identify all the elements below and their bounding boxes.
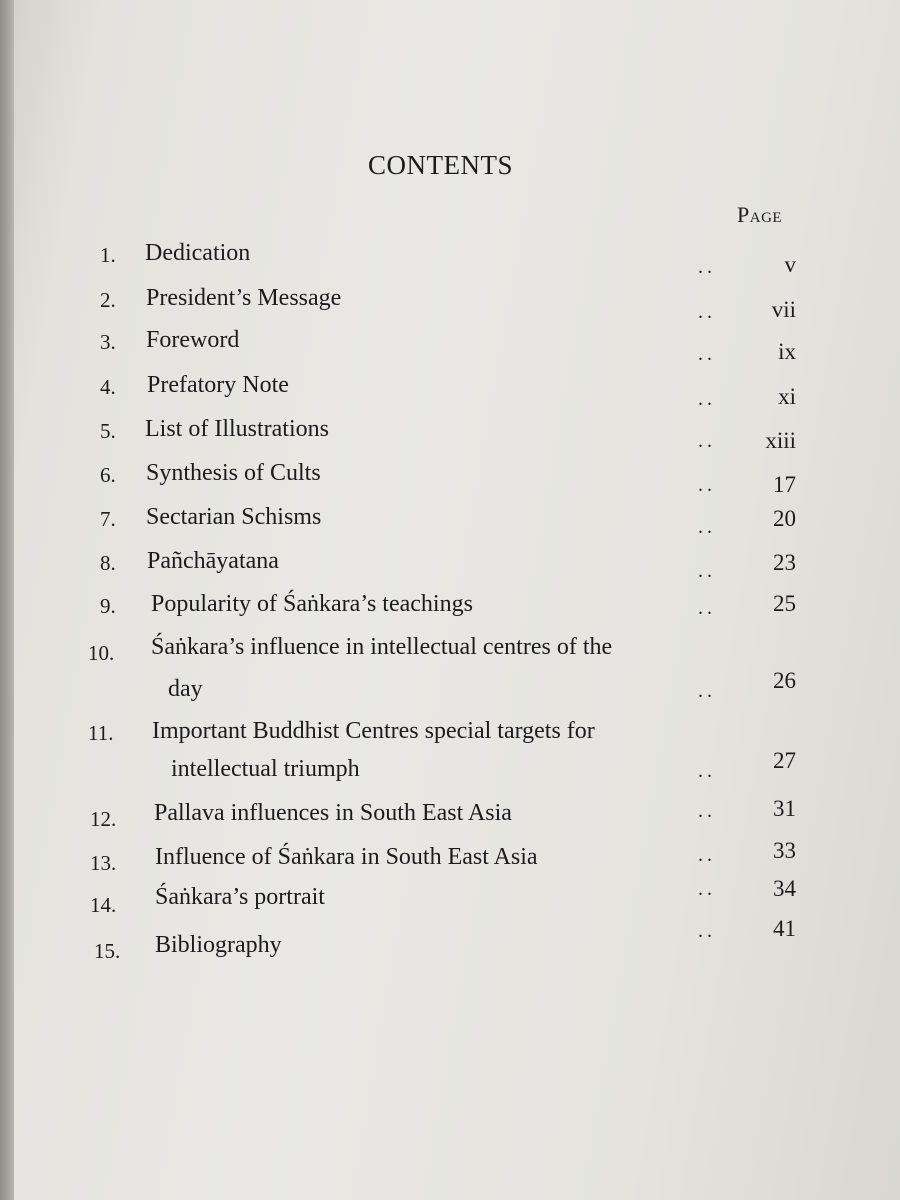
entry-title-line-1: Important Buddhist Centres special targets for <box>152 718 595 744</box>
toc-entry-7 <box>0 500 900 538</box>
entry-number: 10. <box>88 641 115 665</box>
entry-title: Pañchāyatana <box>147 548 279 574</box>
entry-leader: .. <box>698 760 716 782</box>
entry-leader: .. <box>698 343 716 365</box>
toc-entry-1 <box>0 236 900 278</box>
entry-page: 23 <box>773 550 796 575</box>
entry-page: 41 <box>773 916 796 941</box>
entry-leader: .. <box>698 256 716 278</box>
entry-number: 4. <box>100 375 116 399</box>
entry-page: 31 <box>773 796 796 821</box>
toc-entry-12 <box>0 792 900 831</box>
entry-number: 6. <box>100 463 116 487</box>
entry-leader: .. <box>698 560 716 582</box>
entry-title: Prefatory Note <box>147 372 289 398</box>
entry-leader: .. <box>698 680 716 702</box>
entry-page: 34 <box>773 876 796 901</box>
entry-leader: .. <box>698 516 716 538</box>
entry-page: xi <box>778 384 796 409</box>
entry-title: List of Illustrations <box>145 416 329 442</box>
toc-entry-9 <box>0 587 900 621</box>
entry-number: 5. <box>100 419 116 443</box>
entry-number: 13. <box>90 851 117 875</box>
toc-entry-8 <box>0 544 900 582</box>
entry-title: Popularity of Śaṅkara’s teachings <box>151 591 473 617</box>
page-column-label: Page <box>737 202 783 227</box>
entry-number: 1. <box>100 243 116 267</box>
entry-title: Śaṅkara’s portrait <box>155 884 325 910</box>
entry-number: 14. <box>90 893 117 917</box>
toc-entry-10 <box>0 630 900 706</box>
toc-entry-3 <box>0 323 900 365</box>
entry-leader: .. <box>698 301 716 323</box>
entry-number: 9. <box>100 594 116 618</box>
entry-leader: .. <box>698 844 716 866</box>
toc-entry-5 <box>0 412 900 453</box>
entry-title: Foreword <box>146 327 240 353</box>
entry-leader: .. <box>698 597 716 619</box>
entry-leader: .. <box>698 474 716 496</box>
entry-number: 12. <box>90 807 117 831</box>
entry-number: 7. <box>100 507 116 531</box>
entry-page: 33 <box>773 838 796 863</box>
entry-title: Bibliography <box>155 932 282 958</box>
toc-entry-13 <box>0 834 900 875</box>
entry-number: 2. <box>100 288 116 312</box>
entry-leader: .. <box>698 800 716 822</box>
entry-page: ix <box>778 339 796 364</box>
entry-page: 20 <box>773 506 796 531</box>
entry-title: Dedication <box>145 240 251 266</box>
entry-title: Sectarian Schisms <box>146 504 322 530</box>
entry-leader: .. <box>698 878 716 900</box>
entry-number: 8. <box>100 551 116 575</box>
entry-page: xiii <box>765 428 796 453</box>
contents-heading: CONTENTS <box>368 150 513 180</box>
entry-leader: .. <box>698 430 716 452</box>
entry-leader: .. <box>698 388 716 410</box>
entry-title-line-2: intellectual triumph <box>171 756 360 782</box>
entry-page: 26 <box>773 668 796 693</box>
entry-page: 17 <box>773 472 796 497</box>
entry-title-line-2: day <box>168 676 203 702</box>
toc-entry-14 <box>0 876 900 917</box>
toc-entry-15 <box>0 916 900 963</box>
entry-page: 27 <box>773 748 796 773</box>
entry-title: Synthesis of Cults <box>146 460 321 486</box>
toc-entry-4 <box>0 368 900 410</box>
toc-entry-2 <box>0 281 900 323</box>
entry-number: 11. <box>88 721 114 745</box>
entry-title: Influence of Śaṅkara in South East Asia <box>155 844 538 870</box>
entry-title: Pallava influences in South East Asia <box>154 800 512 826</box>
entry-number: 3. <box>100 330 116 354</box>
entry-leader: .. <box>698 920 716 942</box>
toc-entry-11 <box>0 710 900 786</box>
entry-title: President’s Message <box>146 285 342 311</box>
entry-page: v <box>784 252 796 277</box>
entry-number: 15. <box>94 939 121 963</box>
toc-entry-6 <box>0 456 900 497</box>
entry-page: vii <box>771 297 796 322</box>
entry-page: 25 <box>773 591 796 616</box>
entry-title-line-1: Śaṅkara’s influence in intellectual centres of the <box>151 634 613 660</box>
